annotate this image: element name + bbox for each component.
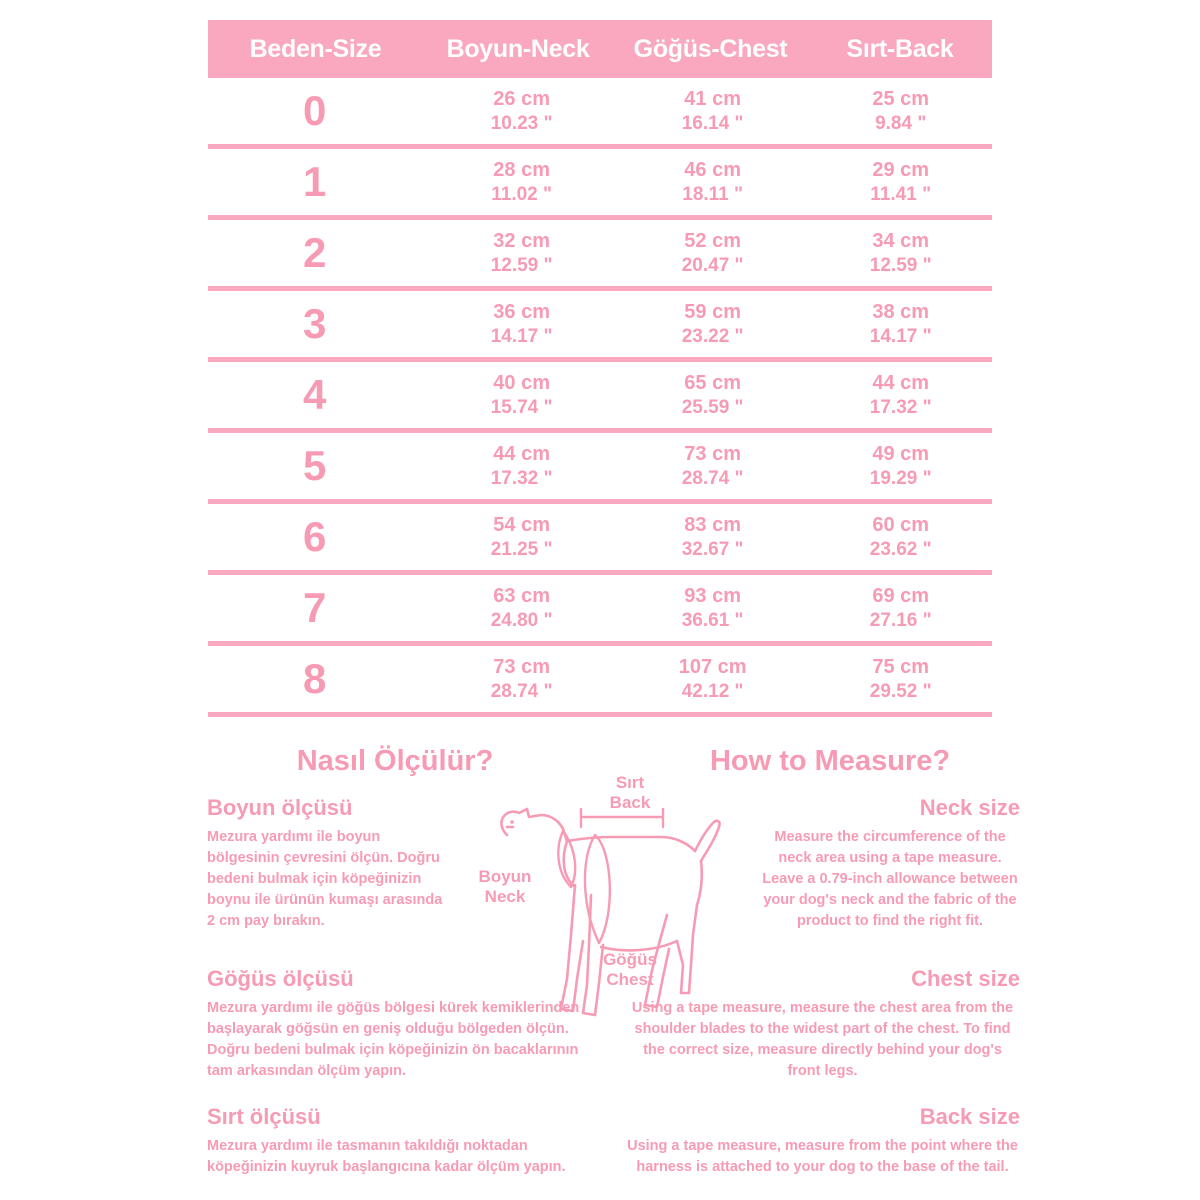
instruction-title-neck-en: Neck size bbox=[919, 795, 1020, 820]
cell-neck-cm: 73 cm bbox=[493, 655, 550, 678]
heading-turkish: Nasıl Ölçülür? bbox=[296, 745, 494, 777]
diagram-label-neck-en: Neck bbox=[484, 886, 526, 906]
instruction-body-chest-en: Using a tape measure, measure the chest area from the shoulder blades to the widest part of the chest. To find the correct size, measure directly behind your dog's front legs. bbox=[631, 1000, 1014, 1080]
cell-neck-inch: 28.74 " bbox=[490, 680, 553, 702]
cell-neck-cm: 36 cm bbox=[493, 300, 550, 323]
cell-back-cm: 69 cm bbox=[872, 584, 930, 607]
cell-back-cm: 75 cm bbox=[872, 655, 930, 678]
cell-chest bbox=[616, 87, 810, 136]
cell-back-cm: 29 cm bbox=[872, 158, 930, 181]
cell-size: 3 bbox=[303, 300, 327, 347]
instruction-title-back-en: Back size bbox=[919, 1104, 1020, 1130]
table-row bbox=[208, 78, 992, 149]
cell-chest-cm: 59 cm bbox=[684, 300, 742, 323]
cell-back bbox=[809, 584, 992, 633]
cell-back-cm: 34 cm bbox=[872, 229, 930, 252]
cell-back-inch: 29.52 " bbox=[869, 680, 932, 702]
diagram-label-back-tr: Sırt bbox=[615, 773, 645, 792]
cell-back bbox=[809, 655, 992, 704]
cell-neck-inch: 14.17 " bbox=[490, 325, 553, 347]
cell-neck bbox=[427, 513, 616, 562]
cell-neck-cm: 32 cm bbox=[493, 229, 550, 252]
table-header-back: Sırt-Back bbox=[846, 34, 954, 63]
cell-neck bbox=[427, 229, 616, 278]
table-row bbox=[208, 575, 992, 646]
cell-back bbox=[809, 158, 992, 207]
how-to-measure-section bbox=[0, 735, 1200, 1200]
table-row bbox=[208, 149, 992, 220]
cell-back-inch: 11.41 " bbox=[870, 183, 932, 205]
cell-neck-inch: 17.32 " bbox=[490, 467, 553, 489]
instruction-block-neck-tr bbox=[207, 795, 447, 932]
cell-chest-inch: 36.61 " bbox=[681, 609, 744, 631]
cell-chest bbox=[616, 442, 810, 491]
cell-neck bbox=[427, 655, 616, 704]
cell-chest bbox=[616, 584, 810, 633]
cell-chest-cm: 73 cm bbox=[684, 442, 742, 465]
cell-back-inch: 23.62 " bbox=[869, 538, 932, 560]
diagram-label-neck-tr: Boyun bbox=[478, 867, 532, 886]
cell-neck-cm: 26 cm bbox=[493, 87, 550, 110]
cell-chest bbox=[616, 513, 810, 562]
cell-neck-inch: 12.59 " bbox=[490, 254, 553, 276]
cell-size: 2 bbox=[303, 229, 327, 276]
cell-size: 7 bbox=[303, 584, 327, 631]
cell-back bbox=[809, 300, 992, 349]
cell-size: 6 bbox=[303, 513, 327, 560]
table-header-neck: Boyun-Neck bbox=[446, 34, 590, 63]
instruction-body-neck-tr: Mezura yardımı ile boyun bölgesinin çevresini ölçün. Doğru bedeni bulmak için köpeğinizin boynu ile ürünün kumaşı arasında 2 cm pay bırakın. bbox=[207, 829, 443, 930]
cell-back bbox=[809, 229, 992, 278]
table-row bbox=[208, 291, 992, 362]
cell-neck-inch: 24.80 " bbox=[490, 609, 553, 631]
cell-chest-inch: 20.47 " bbox=[681, 254, 744, 276]
instruction-title-back-tr: Sırt ölçüsü bbox=[207, 1104, 321, 1130]
table-row bbox=[208, 646, 992, 717]
cell-neck-inch: 15.74 " bbox=[490, 396, 553, 418]
cell-chest bbox=[616, 655, 810, 704]
size-table bbox=[208, 20, 992, 717]
cell-back-cm: 44 cm bbox=[872, 371, 930, 394]
cell-neck-cm: 40 cm bbox=[493, 371, 550, 394]
cell-chest-cm: 65 cm bbox=[684, 371, 742, 394]
cell-chest-cm: 93 cm bbox=[684, 584, 742, 607]
table-row bbox=[208, 433, 992, 504]
cell-back-cm: 25 cm bbox=[872, 87, 930, 110]
cell-back-inch: 19.29 " bbox=[869, 467, 932, 489]
instruction-body-back-tr: Mezura yardımı ile tasmanın takıldığı noktadan köpeğinizin kuyruk başlangıcına kadar ölçüm yapın. bbox=[207, 1138, 566, 1176]
instruction-block-back-tr bbox=[207, 1104, 587, 1178]
cell-chest-inch: 16.14 " bbox=[681, 112, 744, 134]
table-header-chest: Göğüs-Chest bbox=[633, 34, 788, 63]
diagram-label-chest-en: Chest bbox=[606, 969, 654, 989]
cell-back bbox=[809, 513, 992, 562]
table-header-row bbox=[208, 20, 992, 78]
cell-back-inch: 12.59 " bbox=[869, 254, 932, 276]
cell-chest-inch: 23.22 " bbox=[681, 325, 744, 347]
cell-chest-inch: 32.67 " bbox=[681, 538, 744, 560]
cell-chest bbox=[616, 229, 810, 278]
cell-back bbox=[809, 371, 992, 420]
heading-english: How to Measure? bbox=[709, 745, 951, 777]
diagram-label-chest bbox=[590, 950, 670, 989]
cell-neck bbox=[427, 300, 616, 349]
cell-chest-cm: 107 cm bbox=[678, 655, 747, 678]
cell-chest-cm: 83 cm bbox=[684, 513, 742, 536]
cell-chest bbox=[616, 300, 810, 349]
instruction-body-back-en: Using a tape measure, measure from the point where the harness is attached to your dog to the base of the tail. bbox=[627, 1138, 1018, 1176]
cell-back-inch: 9.84 " bbox=[875, 112, 927, 134]
cell-size: 5 bbox=[303, 442, 327, 489]
cell-chest-inch: 25.59 " bbox=[681, 396, 744, 418]
cell-neck bbox=[427, 87, 616, 136]
cell-neck-cm: 63 cm bbox=[493, 584, 550, 607]
instruction-title-chest-en: Chest size bbox=[911, 966, 1020, 992]
table-row bbox=[208, 504, 992, 575]
table-header-size: Beden-Size bbox=[249, 34, 382, 63]
cell-neck bbox=[427, 584, 616, 633]
cell-chest-inch: 18.11 " bbox=[682, 183, 744, 205]
cell-neck-inch: 21.25 " bbox=[490, 538, 553, 560]
instruction-title-chest-tr: Göğüs ölçüsü bbox=[207, 966, 354, 992]
cell-size: 4 bbox=[303, 371, 327, 418]
diagram-label-back bbox=[590, 773, 670, 812]
cell-back-cm: 38 cm bbox=[872, 300, 930, 323]
dog-measurement-diagram bbox=[455, 765, 755, 1075]
cell-neck bbox=[427, 442, 616, 491]
cell-back bbox=[809, 442, 992, 491]
cell-neck-inch: 11.02 " bbox=[491, 183, 553, 205]
diagram-label-chest-tr: Göğüs bbox=[603, 950, 657, 969]
cell-chest-inch: 28.74 " bbox=[681, 467, 744, 489]
instruction-body-neck-en: Measure the circumference of the neck area using a tape measure. Leave a 0.79-inch allowance between your dog's neck and the fabric of the product to find the right fit. bbox=[762, 829, 1018, 930]
diagram-label-neck bbox=[465, 867, 545, 906]
cell-back-inch: 14.17 " bbox=[869, 325, 932, 347]
cell-chest-cm: 41 cm bbox=[684, 87, 742, 110]
cell-neck bbox=[427, 158, 616, 207]
cell-size: 0 bbox=[303, 87, 327, 134]
cell-neck-cm: 44 cm bbox=[493, 442, 550, 465]
cell-neck-cm: 28 cm bbox=[493, 158, 550, 181]
cell-chest-inch: 42.12 " bbox=[681, 680, 744, 702]
cell-size: 1 bbox=[303, 158, 327, 205]
cell-chest-cm: 52 cm bbox=[684, 229, 742, 252]
cell-back-inch: 27.16 " bbox=[869, 609, 932, 631]
cell-chest bbox=[616, 371, 810, 420]
instruction-title-neck-tr: Boyun ölçüsü bbox=[207, 795, 353, 820]
cell-back-inch: 17.32 " bbox=[869, 396, 932, 418]
cell-back-cm: 49 cm bbox=[872, 442, 930, 465]
diagram-label-back-en: Back bbox=[609, 792, 651, 812]
cell-back bbox=[809, 87, 992, 136]
cell-neck-inch: 10.23 " bbox=[490, 112, 553, 134]
cell-back-cm: 60 cm bbox=[872, 513, 930, 536]
cell-chest-cm: 46 cm bbox=[684, 158, 742, 181]
cell-neck-cm: 54 cm bbox=[493, 513, 550, 536]
table-row bbox=[208, 220, 992, 291]
cell-chest bbox=[616, 158, 810, 207]
table-row bbox=[208, 362, 992, 433]
cell-neck bbox=[427, 371, 616, 420]
instruction-body-chest-tr: Mezura yardımı ile göğüs bölgesi kürek kemiklerinden başlayarak göğsün en geniş olduğu bölgeden ölçün. Doğru bedeni bulmak için köpeğinizin ön bacaklarının tam arkasından ölçüm yapın. bbox=[207, 1000, 580, 1080]
cell-size: 8 bbox=[303, 655, 327, 702]
instruction-block-back-en bbox=[625, 1104, 1020, 1178]
